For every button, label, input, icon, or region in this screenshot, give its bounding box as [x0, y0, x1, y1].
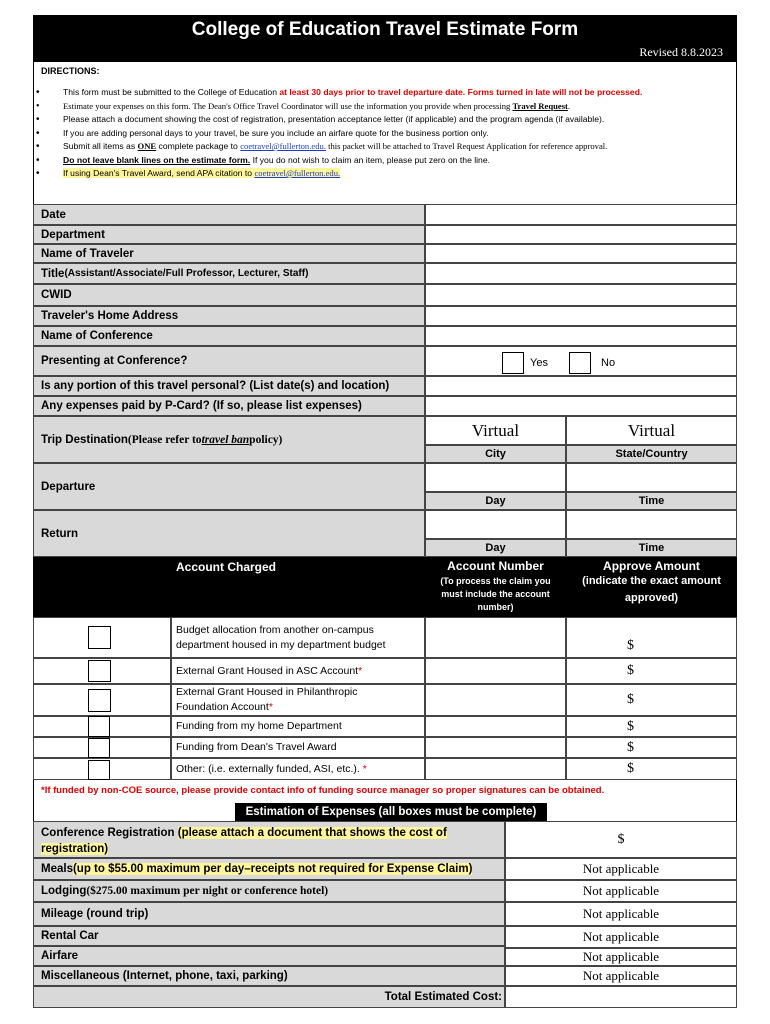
- time-caption: Time: [566, 539, 737, 557]
- directions-label: DIRECTIONS:: [41, 66, 100, 76]
- date-label: Date: [33, 204, 425, 225]
- city-caption: City: [425, 445, 566, 463]
- date-field[interactable]: [425, 204, 737, 225]
- funding-source-checkbox[interactable]: [88, 689, 111, 712]
- approve-amount-field[interactable]: $: [566, 684, 737, 716]
- funding-source-checkbox[interactable]: [88, 760, 110, 780]
- funding-source-label: Budget allocation from another on-campus department housed in my department budget: [171, 617, 425, 658]
- revised-date: Revised 8.8.2023: [639, 45, 723, 59]
- direction-item: • This form must be submitted to the College of Education at least 30 days prior to travel departure date. Forms turned in late will not be processed.: [36, 86, 726, 100]
- coetravel-email-link[interactable]: coetravel@fullerton.edu.: [240, 141, 326, 151]
- account-number-header: Account Number (To process the claim you must include the account number): [425, 559, 566, 614]
- departure-label: Departure: [33, 463, 425, 510]
- title-label: Title (Assistant/Associate/Full Professor, Lecturer, Staff): [33, 263, 425, 284]
- estimation-header: Estimation of Expenses (all boxes must be complete): [235, 803, 547, 821]
- funding-source-label: External Grant Housed in Philanthropic Foundation Account*: [171, 684, 425, 716]
- presenting-label: Presenting at Conference?: [33, 346, 425, 376]
- funding-source-checkbox[interactable]: [88, 738, 110, 758]
- cwid-label: CWID: [33, 284, 425, 306]
- department-label: Department: [33, 225, 425, 244]
- account-number-field[interactable]: [425, 658, 566, 684]
- directions-list: [36, 86, 726, 181]
- account-number-field[interactable]: [425, 716, 566, 737]
- conference-label: Name of Conference: [33, 326, 425, 346]
- pcard-label: Any expenses paid by P-Card? (If so, please list expenses): [33, 396, 425, 416]
- departure-day-field[interactable]: [425, 463, 566, 492]
- mileage-amount[interactable]: Not applicable: [505, 902, 737, 926]
- state-caption: State/Country: [566, 445, 737, 463]
- personal-label: Is any portion of this travel personal? (List date(s) and location): [33, 376, 425, 396]
- approve-amount-header: Approve Amount (indicate the exact amount approved): [566, 559, 737, 607]
- city-field[interactable]: Virtual: [425, 416, 566, 445]
- airfare-amount[interactable]: Not applicable: [505, 948, 737, 966]
- yes-label: Yes: [530, 357, 548, 369]
- mileage-label: Mileage (round trip): [33, 902, 505, 926]
- direction-item: • If using Dean's Travel Award, send APA citation to coetravel@fullerton.edu.: [36, 167, 726, 181]
- meals-amount[interactable]: Not applicable: [505, 858, 737, 880]
- day-caption: Day: [425, 492, 566, 510]
- conference-field[interactable]: [425, 326, 737, 346]
- lodging-label: Lodging ($275.00 maximum per night or conference hotel): [33, 880, 505, 902]
- funding-source-label: External Grant Housed in ASC Account*: [171, 658, 425, 684]
- funding-source-label: Funding from Dean's Travel Award: [171, 737, 425, 758]
- state-field[interactable]: Virtual: [566, 416, 737, 445]
- title-field[interactable]: [425, 263, 737, 284]
- account-number-field[interactable]: [425, 758, 566, 780]
- return-day-field[interactable]: [425, 510, 566, 539]
- departure-time-field[interactable]: [566, 463, 737, 492]
- title-bar: [33, 15, 737, 62]
- approve-amount-field[interactable]: $: [566, 658, 737, 684]
- funding-warning: *If funded by non-COE source, please provide contact info of funding source manager so proper signatures can be obtained.: [41, 785, 605, 796]
- no-label: No: [601, 357, 616, 369]
- direction-item: • If you are adding personal days to your travel, be sure you include an airfare quote for the business portion only.: [36, 127, 726, 141]
- meals-label: Meals (up to $55.00 maximum per day–receipts not required for Expense Claim): [33, 858, 505, 880]
- cwid-field[interactable]: [425, 284, 737, 306]
- direction-item: • Do not leave blank lines on the estimate form. If you do not wish to claim an item, please put zero on the line.: [36, 154, 726, 168]
- account-number-field[interactable]: [425, 737, 566, 758]
- direction-item: • Submit all items as ONE complete package to coetravel@fullerton.edu. this packet will be attached to Travel Request Application for reference approval.: [36, 140, 726, 154]
- funding-source-label: Other: (i.e. externally funded, ASI, etc.). *: [171, 758, 425, 780]
- approve-amount-field[interactable]: $: [566, 716, 737, 737]
- approve-amount-field[interactable]: $: [566, 617, 737, 658]
- traveler-field[interactable]: [425, 244, 737, 263]
- funding-source-checkbox[interactable]: [88, 716, 110, 737]
- trip-destination-label: Trip Destination (Please refer to travel ban policy): [33, 416, 425, 463]
- funding-source-checkbox[interactable]: [88, 660, 111, 682]
- form-title: College of Education Travel Estimate Form: [191, 19, 579, 40]
- return-time-field[interactable]: [566, 510, 737, 539]
- address-field[interactable]: [425, 306, 737, 326]
- day-caption: Day: [425, 539, 566, 557]
- direction-item: • Estimate your expenses on this form. The Dean's Office Travel Coordinator will use the information you provide when processing Travel Request.: [36, 100, 726, 114]
- registration-amount[interactable]: $: [505, 821, 737, 858]
- return-label: Return: [33, 510, 425, 557]
- funding-source-checkbox[interactable]: [88, 626, 111, 649]
- approve-amount-field[interactable]: $: [566, 758, 737, 780]
- approve-amount-field[interactable]: $: [566, 737, 737, 758]
- no-checkbox[interactable]: [569, 352, 591, 374]
- rental-car-amount[interactable]: Not applicable: [505, 926, 737, 948]
- account-number-field[interactable]: [425, 684, 566, 716]
- department-field[interactable]: [425, 225, 737, 244]
- coetravel-email-link[interactable]: coetravel@fullerton.edu.: [254, 168, 341, 178]
- address-label: Traveler's Home Address: [33, 306, 425, 326]
- travel-ban-link[interactable]: travel ban: [201, 433, 250, 446]
- time-caption: Time: [566, 492, 737, 510]
- personal-field[interactable]: [425, 376, 737, 396]
- registration-label: Conference Registration (please attach a document that shows the cost of registration): [33, 821, 505, 858]
- lodging-amount[interactable]: Not applicable: [505, 880, 737, 902]
- total-label: Total Estimated Cost:: [33, 986, 505, 1008]
- rental-car-label: Rental Car: [33, 926, 505, 946]
- traveler-label: Name of Traveler: [33, 244, 425, 263]
- pcard-field[interactable]: [425, 396, 737, 416]
- yes-checkbox[interactable]: [502, 352, 524, 374]
- misc-amount[interactable]: Not applicable: [505, 966, 737, 986]
- account-number-field[interactable]: [425, 617, 566, 658]
- direction-item: • Please attach a document showing the cost of registration, presentation acceptance letter (if applicable) and the program agenda (if available).: [36, 113, 726, 127]
- airfare-label: Airfare: [33, 946, 505, 966]
- account-charged-header: Account Charged: [176, 560, 306, 574]
- misc-label: Miscellaneous (Internet, phone, taxi, parking): [33, 966, 505, 986]
- funding-source-label: Funding from my home Department: [171, 716, 425, 737]
- total-amount[interactable]: [505, 986, 737, 1008]
